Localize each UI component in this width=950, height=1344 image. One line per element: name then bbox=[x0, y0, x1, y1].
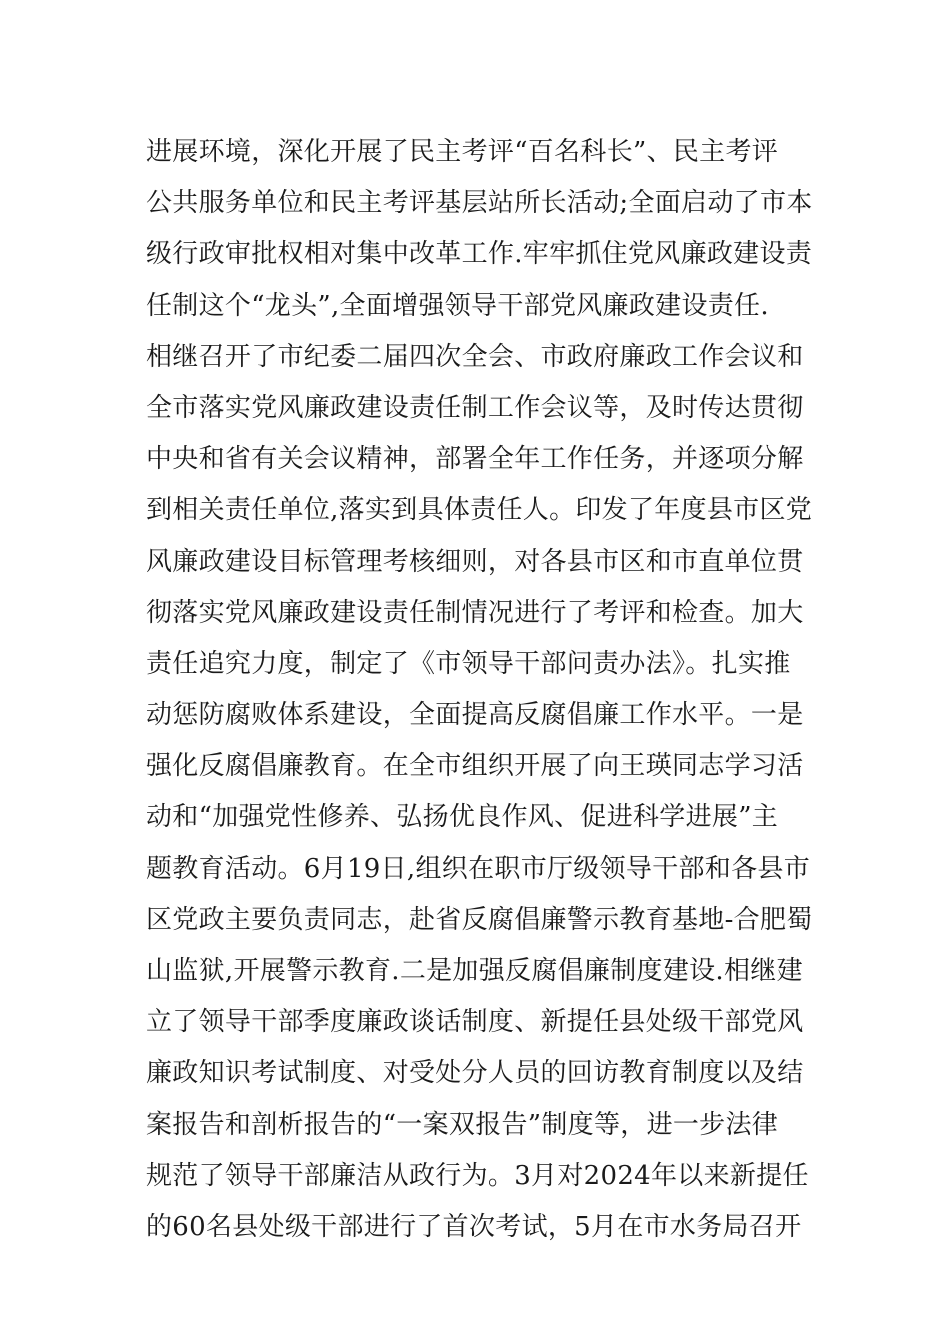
text-line: 全市落实党风廉政建设责任制工作会议等，及时传达贯彻 bbox=[146, 392, 804, 423]
text-line: 中央和省有关会议精神，部署全年工作任务，并逐项分解 bbox=[146, 444, 804, 475]
text-line: 级行政审批权相对集中改革工作.牢牢抓住党风廉政建设责 bbox=[146, 239, 813, 270]
text-line: 强化反腐倡廉教育。在全市组织开展了向王瑛同志学习活 bbox=[146, 751, 804, 782]
text-line: 廉政知识考试制度、对受处分人员的回访教育制度以及结 bbox=[146, 1058, 804, 1089]
text-line: 立了领导干部季度廉政谈话制度、新提任县处级干部党风 bbox=[146, 1007, 804, 1038]
text-line: 责任追究力度，制定了《市领导干部问责办法》。扎实推 bbox=[146, 648, 791, 679]
text-line: 题教育活动。6月19日,组织在职市厅级领导干部和各县市 bbox=[146, 853, 810, 884]
text-line: 风廉政建设目标管理考核细则，对各县市区和市直单位贯 bbox=[146, 546, 804, 577]
text-line: 公共服务单位和民主考评基层站所长活动;全面启动了市本 bbox=[146, 188, 813, 219]
text-line: 规范了领导干部廉洁从政行为。3月对2024年以来新提任 bbox=[146, 1160, 809, 1191]
text-line: 动和“加强党性修养、弘扬优良作风、促进科学进展”主 bbox=[146, 802, 779, 833]
text-line: 区党政主要负责同志，赴省反腐倡廉警示教育基地-合肥蜀 bbox=[146, 904, 813, 935]
text-line: 的60名县处级干部进行了首次考试，5月在市水务局召开 bbox=[146, 1211, 802, 1242]
text-line: 任制这个“龙头”,全面增强领导干部党风廉政建设责任. bbox=[146, 290, 769, 321]
text-line: 彻落实党风廉政建设责任制情况进行了考评和检查。加大 bbox=[146, 597, 804, 628]
text-line: 动惩防腐败体系建设，全面提高反腐倡廉工作水平。一是 bbox=[146, 700, 804, 731]
text-line: 相继召开了市纪委二届四次全会、市政府廉政工作会议和 bbox=[146, 341, 804, 372]
text-line: 山监狱,开展警示教育.二是加强反腐倡廉制度建设.相继建 bbox=[146, 956, 803, 986]
text-line: 进展环境，深化开展了民主考评“百名科长”、民主考评 bbox=[146, 137, 779, 167]
text-line: 案报告和剖析报告的“一案双报告”制度等，进一步法律 bbox=[146, 1109, 779, 1140]
text-line: 到相关责任单位,落实到具体责任人。印发了年度县市区党 bbox=[146, 495, 813, 526]
body-text bbox=[146, 127, 816, 1253]
